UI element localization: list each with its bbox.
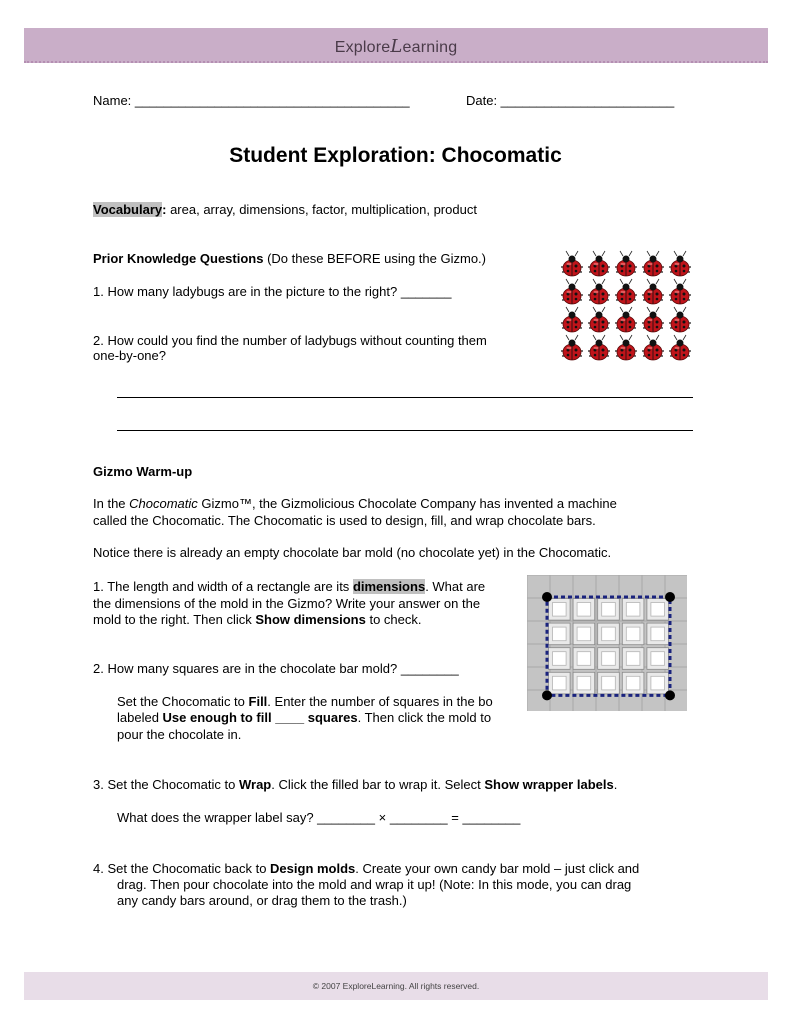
corner-dot — [542, 592, 552, 602]
question-3-line1: 3. Set the Chocomatic to Wrap. Click the filled bar to wrap it. Select Show wrapper labels. — [93, 777, 618, 792]
ladybug-icon — [588, 307, 610, 332]
mold-square-inner — [626, 627, 640, 641]
mold-square-inner — [651, 676, 665, 690]
mold-square-inner — [651, 652, 665, 666]
ladybug-icon — [669, 251, 691, 276]
corner-dot — [665, 592, 675, 602]
question-1-line2: the dimensions of the mold in the Gizmo? Write your answer on the — [93, 596, 481, 611]
ladybug-icon — [642, 335, 664, 360]
ladybug-icon — [669, 335, 691, 360]
mold-square-inner — [577, 652, 591, 666]
ladybug-icon — [615, 251, 637, 276]
ladybug-icon — [561, 279, 583, 304]
question-2-step-line1: Set the Chocomatic to Fill. Enter the number of squares in the bo — [117, 694, 493, 709]
corner-dot — [665, 690, 675, 700]
question-2-step-line2: labeled Use enough to fill ____ squares. Then click the mold to — [117, 710, 492, 725]
answer-line — [117, 430, 693, 431]
mold-square-inner — [553, 652, 567, 666]
question-1-line3: mold to the right. Then click Show dimensions to check. — [93, 612, 422, 627]
warmup-paragraph-2: Notice there is already an empty chocolate bar mold (no chocolate yet) in the Chocomatic. — [93, 545, 612, 560]
mold-square-inner — [553, 627, 567, 641]
prior-question-2-line2: one-by-one? — [93, 348, 166, 363]
mold-square-inner — [577, 676, 591, 690]
ladybug-icon — [588, 251, 610, 276]
page-title: Student Exploration: Chocomatic — [229, 144, 562, 167]
mold-square-inner — [602, 652, 616, 666]
mold-square-inner — [553, 603, 567, 617]
copyright-text: © 2007 ExploreLearning. All rights reserved. — [312, 981, 480, 991]
mold-square-inner — [626, 676, 640, 690]
page-footer — [24, 972, 768, 1000]
date-field: Date: ________________________ — [466, 93, 675, 108]
mold-square-inner — [626, 652, 640, 666]
question-2-line1: 2. How many squares are in the chocolate bar mold? ________ — [93, 661, 459, 676]
ladybug-icon — [615, 279, 637, 304]
warmup-heading: Gizmo Warm-up — [93, 464, 193, 479]
ladybug-icon — [561, 251, 583, 276]
ladybug-icon — [642, 251, 664, 276]
ladybug-icon — [561, 335, 583, 360]
question-2-step-line3: pour the chocolate in. — [117, 727, 242, 742]
question-4-line1: 4. Set the Chocomatic back to Design molds. Create your own candy bar mold – just click and — [93, 861, 640, 876]
mold-square-inner — [553, 676, 567, 690]
prior-question-2-line1: 2. How could you find the number of ladybugs without counting them — [93, 333, 487, 348]
page-header — [24, 28, 768, 63]
vocabulary-label: Vocabulary — [93, 202, 163, 217]
mold-square-inner — [651, 603, 665, 617]
ladybug-icon — [615, 307, 637, 332]
ladybug-icon — [669, 279, 691, 304]
ladybug-icon — [588, 279, 610, 304]
chocolate-mold-image — [527, 575, 687, 711]
mold-square-inner — [602, 627, 616, 641]
mold-square-inner — [626, 603, 640, 617]
warmup-paragraph-line2: called the Chocomatic. The Chocomatic is used to design, fill, and wrap chocolate bars. — [93, 513, 596, 528]
ladybug-icon — [615, 335, 637, 360]
question-4-line3: any candy bars around, or drag them to the trash.) — [117, 893, 407, 908]
name-field: Name: ______________________________________ — [93, 93, 410, 108]
ladybug-array-image — [558, 250, 698, 362]
corner-dot — [542, 690, 552, 700]
mold-square-inner — [577, 603, 591, 617]
vocabulary-line: Vocabulary: area, array, dimensions, factor, multiplication, product — [93, 202, 477, 217]
warmup-paragraph-line1: In the Chocomatic Gizmo™, the Gizmolicious Chocolate Company has invented a machine — [93, 496, 617, 511]
ladybug-icon — [588, 335, 610, 360]
brand-logo: ExploreLearning — [334, 36, 458, 57]
vocabulary-terms: area, array, dimensions, factor, multiplication, product — [166, 202, 477, 217]
question-1-line1: 1. The length and width of a rectangle are its dimensions. What are — [93, 579, 486, 594]
question-3-line2: What does the wrapper label say? ________ × ________ = ________ — [117, 810, 521, 825]
mold-square-inner — [577, 627, 591, 641]
ladybug-icon — [642, 307, 664, 332]
mold-square-inner — [602, 603, 616, 617]
question-4-line2: drag. Then pour chocolate into the mold and wrap it up! (Note: In this mode, you can drag — [117, 877, 632, 892]
mold-square-inner — [651, 627, 665, 641]
answer-line — [117, 397, 693, 398]
ladybug-icon — [669, 307, 691, 332]
ladybug-icon — [561, 307, 583, 332]
prior-knowledge-heading: Prior Knowledge Questions (Do these BEFORE using the Gizmo.) — [93, 251, 486, 266]
prior-question-1: 1. How many ladybugs are in the picture to the right? _______ — [93, 284, 452, 299]
mold-square-inner — [602, 676, 616, 690]
ladybug-icon — [642, 279, 664, 304]
